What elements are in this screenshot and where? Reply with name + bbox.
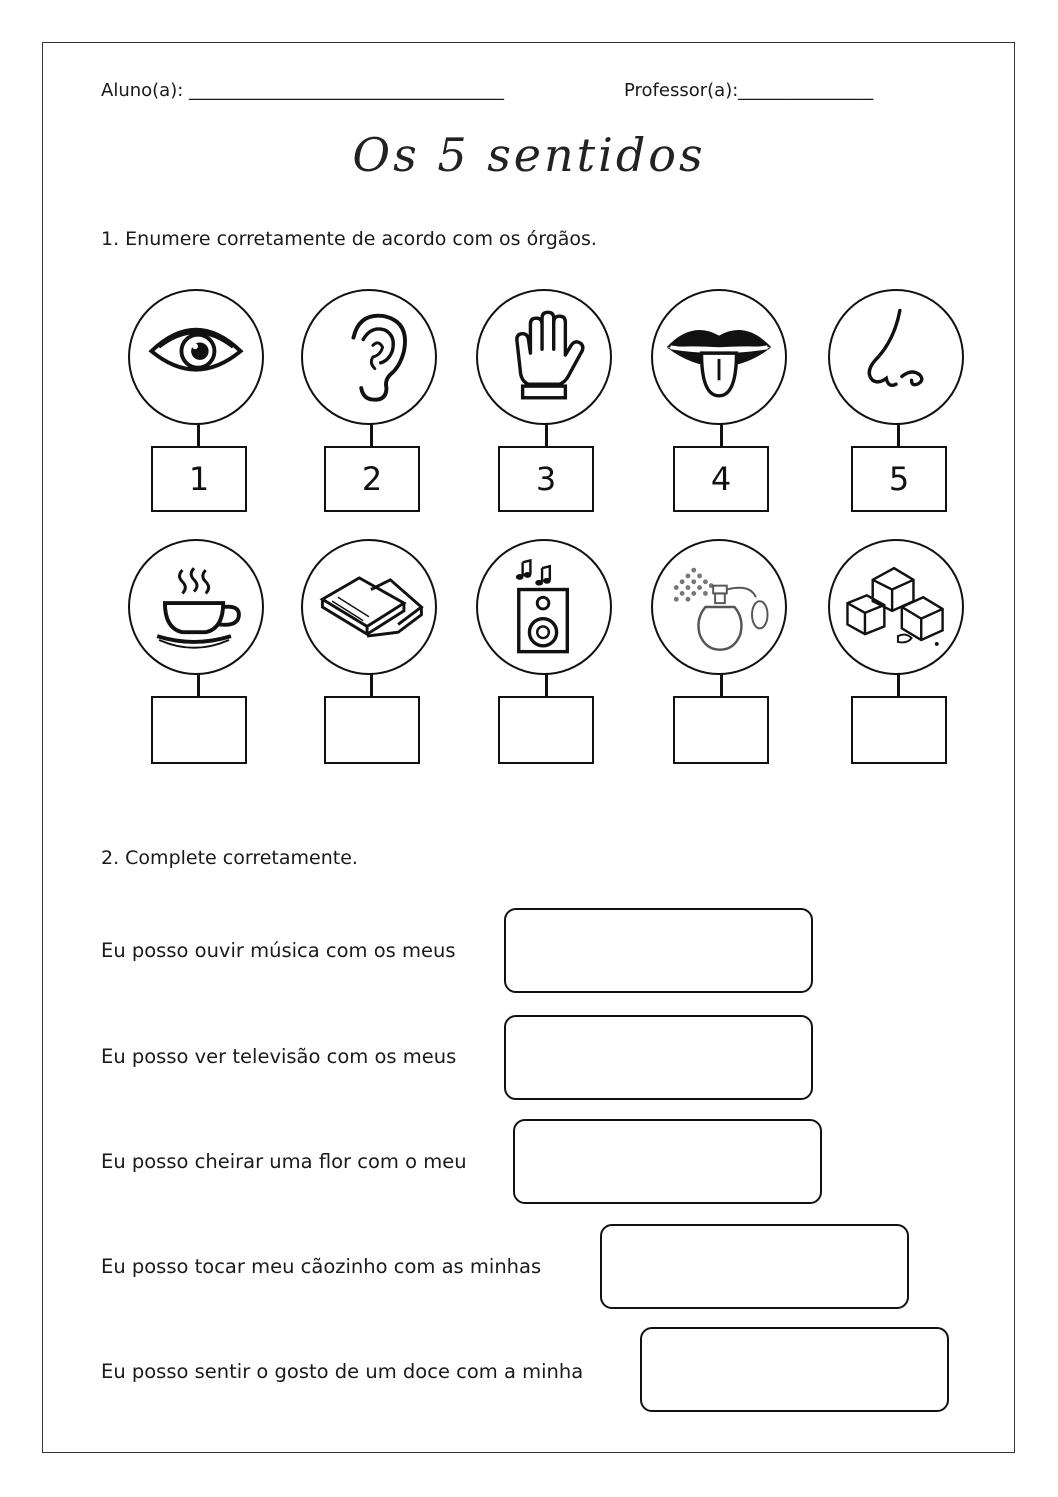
- coffee-circle: [128, 539, 264, 675]
- connector: [720, 673, 723, 698]
- connector: [370, 673, 373, 698]
- coffee-cup-icon: [130, 541, 262, 673]
- student-name-field[interactable]: Aluno(a): ___________________________________: [101, 80, 505, 101]
- sentence-answer-box[interactable]: [600, 1224, 909, 1309]
- object-answer-box[interactable]: [151, 696, 247, 764]
- hand-icon: [478, 291, 610, 423]
- eye-icon: [130, 291, 262, 423]
- music-speaker-icon: [478, 541, 610, 673]
- teacher-name-field[interactable]: Professor(a):_______________: [624, 80, 874, 101]
- sentence-text: Eu posso ouvir música com os meus: [101, 939, 456, 962]
- connector: [545, 673, 548, 698]
- connector: [197, 673, 200, 698]
- sentence-answer-box[interactable]: [513, 1119, 822, 1204]
- organ-number-box[interactable]: 2: [324, 446, 420, 512]
- perfume-bottle-icon: [653, 541, 785, 673]
- sugar-cubes-icon: [830, 541, 962, 673]
- organ-number-box[interactable]: 1: [151, 446, 247, 512]
- organ-number-box[interactable]: 4: [673, 446, 769, 512]
- object-answer-box[interactable]: [851, 696, 947, 764]
- organ-number-box[interactable]: 3: [498, 446, 594, 512]
- sentence-text: Eu posso tocar meu cãozinho com as minhas: [101, 1255, 542, 1278]
- sentence-text: Eu posso cheirar uma flor com o meu: [101, 1150, 467, 1173]
- sentence-answer-box[interactable]: [504, 1015, 813, 1100]
- sentence-answer-box[interactable]: [504, 908, 813, 993]
- connector: [197, 423, 200, 448]
- connector: [897, 423, 900, 448]
- connector: [545, 423, 548, 448]
- mouth-circle: [651, 289, 787, 425]
- connector: [720, 423, 723, 448]
- question-2-text: 2. Complete corretamente.: [101, 847, 358, 869]
- sugar-circle: [828, 539, 964, 675]
- eye-circle: [128, 289, 264, 425]
- nose-icon: [830, 291, 962, 423]
- books-circle: [301, 539, 437, 675]
- sentence-answer-box[interactable]: [640, 1327, 949, 1412]
- speaker-circle: [476, 539, 612, 675]
- object-answer-box[interactable]: [324, 696, 420, 764]
- connector: [370, 423, 373, 448]
- connector: [897, 673, 900, 698]
- ear-circle: [301, 289, 437, 425]
- books-icon: [303, 541, 435, 673]
- organ-number-box[interactable]: 5: [851, 446, 947, 512]
- question-1-text: 1. Enumere corretamente de acordo com os órgãos.: [101, 228, 597, 250]
- sentence-text: Eu posso sentir o gosto de um doce com a minha: [101, 1360, 584, 1383]
- object-answer-box[interactable]: [498, 696, 594, 764]
- mouth-tongue-icon: [653, 291, 785, 423]
- perfume-circle: [651, 539, 787, 675]
- hand-circle: [476, 289, 612, 425]
- ear-icon: [303, 291, 435, 423]
- sentence-text: Eu posso ver televisão com os meus: [101, 1045, 457, 1068]
- object-answer-box[interactable]: [673, 696, 769, 764]
- page-title: Os 5 sentidos: [352, 128, 706, 182]
- nose-circle: [828, 289, 964, 425]
